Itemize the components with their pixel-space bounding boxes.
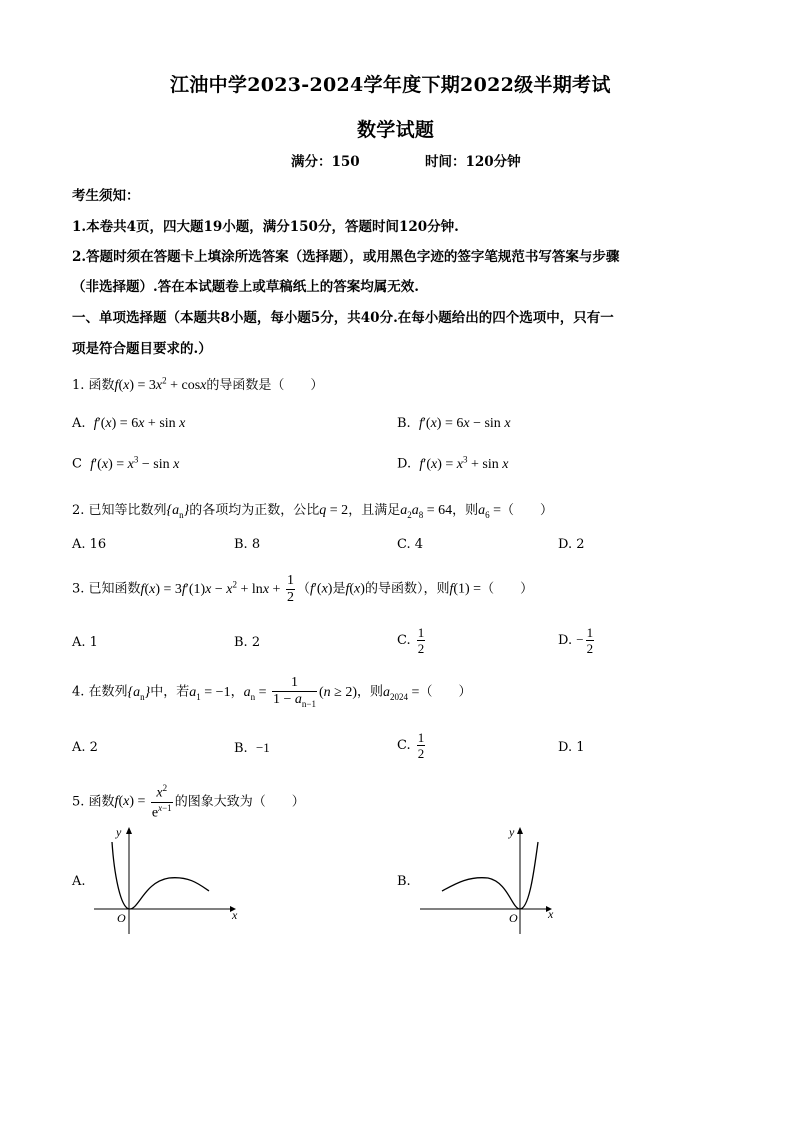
q1-suffix: 的导函数是（ ） (206, 378, 324, 393)
q1-option-a[interactable]: A. f′(x) = 6x + sin x (72, 416, 186, 431)
q3-option-a[interactable]: A. 1 (72, 635, 98, 650)
q5-option-a-label[interactable]: A. (72, 874, 86, 889)
time-info: 时间：120分钟 (425, 154, 521, 170)
exam-subtitle: 数学试题 (357, 119, 435, 141)
y-axis-label: y (116, 825, 122, 839)
q1-option-b[interactable]: B. f′(x) = 6x − sin x (397, 416, 511, 431)
q4-option-d[interactable]: D. 1 (558, 740, 585, 755)
x-axis-label: x (548, 907, 554, 921)
q2-option-b[interactable]: B. 8 (234, 537, 261, 552)
origin-label: O (509, 911, 518, 925)
q1-option-d[interactable]: D. $f'(x) = x^3 + \sin x$ (397, 454, 509, 472)
q3-option-b[interactable]: B. 2 (234, 635, 261, 650)
q5-option-b-label[interactable]: B. (397, 874, 411, 889)
q1-prefix: 1. 函数 (72, 378, 115, 393)
y-axis-arrow (126, 827, 132, 834)
q4-option-c[interactable]: C. $\frac{1}{2}$ (397, 730, 425, 761)
section1-heading-line-1: 一、单项选择题（本题共8小题，每小题5分，共40分.在每小题给出的四个选项中，只有一 (72, 310, 614, 326)
question-2: 2. 已知等比数列$\{a_n\}$的各项均为正数，公比q = 2，且满足$a_2a_8 = 64$，则$a_6$ =（ ） (72, 503, 554, 520)
y-axis-label: y (509, 825, 515, 839)
q4-option-b[interactable]: B. −1 (234, 740, 270, 756)
question-1 (72, 374, 323, 394)
y-axis-arrow (517, 827, 523, 834)
question-4: 4. 在数列$\{a_n\}$中，若$a_1 = -1$，$a_n$ = $\frac{1}{1 - a_{n-1}}$ (n ≥ 2)，则$a_{2024}$ =（ ） (72, 675, 472, 709)
curve-b (442, 842, 538, 909)
q2-option-d[interactable]: D. 2 (558, 537, 585, 552)
score-info: 满分：150 (291, 154, 360, 170)
notice-item-2-line-1: 2.答题时须在答题卡上填涂所选答案（选择题），或用黑色字迹的签字笔规范书写答案与步骤 (72, 249, 620, 265)
question-3: 3. 已知函数$f(x) = 3f'(1)x - x^2 + \ln x$ + $\frac{1}{2}$ （f′(x)是f(x)的导函数），则f(1) =（ ） (72, 573, 534, 605)
notice-item-2-line-2: （非选择题）.答在本试题卷上或草稿纸上的答案均属无效. (72, 279, 419, 295)
origin-label: O (117, 911, 126, 925)
q1-option-c[interactable]: C $f'(x) = x^3 - \sin x$ (72, 454, 180, 472)
q3-option-d[interactable]: D. − $\frac{1}{2}$ (558, 625, 594, 656)
q5-option-b-graph[interactable] (410, 822, 570, 937)
question-5: 5. 函数f(x) = $\frac{x^2}{e^{x-1}}$ 的图象大致为（ ） (72, 783, 305, 821)
notice-item-1: 1.本卷共4页，四大题19小题，满分150分，答题时间120分钟. (72, 219, 459, 235)
section1-heading-line-2: 项是符合题目要求的.） (72, 341, 212, 357)
notice-heading: 考生须知： (72, 188, 140, 204)
exam-title: 江油中学2023-2024学年度下期2022级半期考试 (170, 74, 611, 96)
q1-formula: $f(x) = 3x^2 + \cos x$ (114, 375, 207, 393)
q5-option-a-graph[interactable] (84, 822, 244, 937)
q2-option-a[interactable]: A. 16 (72, 537, 107, 552)
curve-a (112, 842, 209, 909)
q4-option-a[interactable]: A. 2 (72, 740, 98, 755)
q3-option-c[interactable]: C. $\frac{1}{2}$ (397, 625, 425, 656)
q2-option-c[interactable]: C. 4 (397, 537, 424, 552)
x-axis-label: x (232, 908, 238, 922)
